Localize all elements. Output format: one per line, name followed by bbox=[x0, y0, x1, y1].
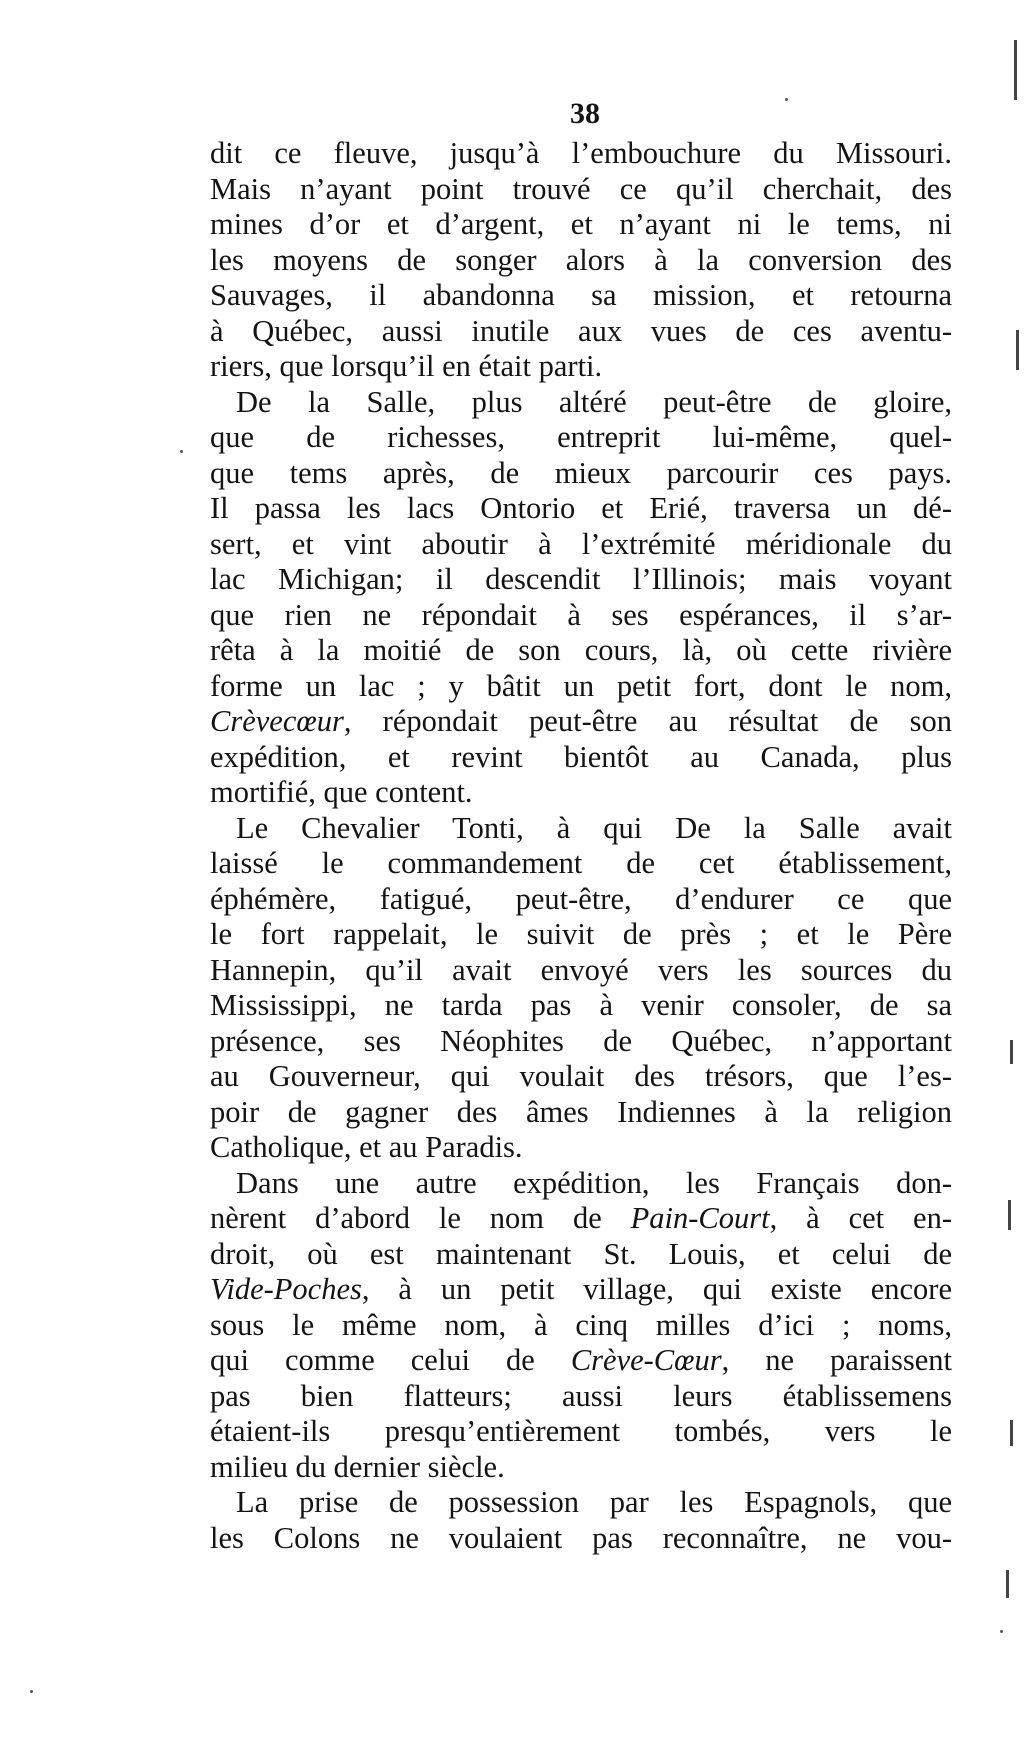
scan-edge-mark bbox=[1006, 1570, 1009, 1598]
text-line bbox=[210, 349, 952, 385]
text-segment: expédition, et revint bientôt au Canada, plus bbox=[210, 739, 952, 774]
text-line bbox=[210, 669, 952, 705]
text-line bbox=[210, 1379, 952, 1415]
page-number: 38 bbox=[570, 97, 600, 130]
text-segment: que rien ne répondait à ses espérances, il s’ar- bbox=[210, 597, 952, 632]
text-segment: Mais n’ayant point trouvé ce qu’il cherchait, des bbox=[210, 171, 952, 206]
text-line bbox=[210, 491, 952, 527]
text-line bbox=[210, 633, 952, 669]
text-segment: mortifié, que content. bbox=[210, 775, 473, 809]
scan-speck bbox=[30, 1690, 33, 1693]
text-line bbox=[210, 1095, 952, 1131]
text-line bbox=[210, 1485, 952, 1521]
text-segment: De la Salle, plus altéré peut-être de gloire, bbox=[236, 384, 952, 419]
text-line bbox=[210, 385, 952, 421]
text-segment: présence, ses Néophites de Québec, n’apportant bbox=[210, 1023, 952, 1058]
italic-text: Crèvecœur bbox=[210, 704, 344, 738]
text-line bbox=[210, 1272, 952, 1308]
text-segment: droit, où est maintenant St. Louis, et celui de bbox=[210, 1236, 952, 1271]
text-line bbox=[210, 1343, 952, 1379]
text-segment: , à cet en- bbox=[769, 1201, 952, 1235]
text-segment: Le Chevalier Tonti, à qui De la Salle avait bbox=[236, 810, 952, 845]
text-segment: forme un lac ; y bâtit un petit fort, dont le nom, bbox=[210, 668, 952, 703]
text-segment: , répondait peut-être au résultat de son bbox=[343, 704, 952, 738]
text-segment: , à un petit village, qui existe encore bbox=[361, 1272, 952, 1306]
text-line bbox=[210, 420, 952, 456]
text-line bbox=[210, 882, 952, 918]
text-segment: , ne paraissent bbox=[721, 1343, 952, 1377]
text-line bbox=[210, 172, 952, 208]
text-segment: au Gouverneur, qui voulait des trésors, que l’es- bbox=[210, 1059, 952, 1093]
text-segment: pas bien flatteurs; aussi leurs établissemens bbox=[210, 1378, 952, 1413]
text-line bbox=[210, 704, 952, 740]
text-segment: que tems après, de mieux parcourir ces pays. bbox=[210, 455, 952, 490]
text-segment: Dans une autre expédition, les Français don- bbox=[236, 1165, 952, 1200]
text-segment: étaient-ils presqu’entièrement tombés, vers le bbox=[210, 1414, 952, 1448]
text-segment: mines d’or et d’argent, et n’ayant ni le tems, ni bbox=[210, 207, 952, 241]
text-segment: Sauvages, il abandonna sa mission, et retourna bbox=[210, 278, 952, 312]
text-line bbox=[210, 917, 952, 953]
text-line bbox=[210, 988, 952, 1024]
text-line bbox=[210, 1414, 952, 1450]
text-line bbox=[210, 1201, 952, 1237]
text-line bbox=[210, 846, 952, 882]
text-segment: Il passa les lacs Ontorio et Erié, traversa un dé- bbox=[210, 491, 952, 525]
text-line bbox=[210, 278, 952, 314]
text-segment: éphémère, fatigué, peut-être, d’endurer ce que bbox=[210, 881, 952, 916]
text-line bbox=[210, 1308, 952, 1344]
text-segment: nèrent d’abord le nom de bbox=[210, 1201, 631, 1235]
text-segment: Catholique, et au Paradis. bbox=[210, 1130, 523, 1164]
text-line bbox=[210, 136, 952, 172]
text-segment: qui comme celui de bbox=[210, 1343, 571, 1377]
text-segment: les Colons ne voulaient pas reconnaître, ne vou- bbox=[210, 1520, 952, 1555]
text-segment: Hannepin, qu’il avait envoyé vers les sources du bbox=[210, 952, 952, 987]
text-segment: dit ce fleuve, jusqu’à l’embouchure du Missouri. bbox=[210, 136, 952, 170]
text-line bbox=[210, 243, 952, 279]
text-line bbox=[210, 1130, 952, 1166]
text-segment: riers, que lorsqu’il en était parti. bbox=[210, 349, 603, 383]
text-line bbox=[210, 1024, 952, 1060]
italic-text: Pain-Court bbox=[630, 1201, 770, 1235]
text-line bbox=[210, 1059, 952, 1095]
text-segment: La prise de possession par les Espagnols, que bbox=[236, 1485, 952, 1519]
text-line bbox=[210, 953, 952, 989]
text-segment: le fort rappelait, le suivit de près ; et le Père bbox=[210, 917, 952, 951]
text-segment: que de richesses, entreprit lui-même, quel- bbox=[210, 420, 952, 454]
text-line bbox=[210, 562, 952, 598]
scan-speck bbox=[1000, 1630, 1003, 1633]
text-line bbox=[210, 811, 952, 847]
text-line bbox=[210, 775, 952, 811]
text-line bbox=[210, 207, 952, 243]
text-line bbox=[210, 1450, 952, 1486]
text-segment: sous le même nom, à cinq milles d’ici ; noms, bbox=[210, 1307, 952, 1342]
text-segment: sert, et vint aboutir à l’extrémité méridionale du bbox=[210, 526, 952, 561]
text-segment: milieu du dernier siècle. bbox=[210, 1449, 505, 1484]
text-segment: Mississippi, ne tarda pas à venir consoler, de sa bbox=[210, 988, 952, 1022]
text-segment: laissé le commandement de cet établissement, bbox=[210, 846, 952, 880]
text-line bbox=[210, 598, 952, 634]
text-segment: rêta à la moitié de son cours, là, où cette rivière bbox=[210, 633, 952, 667]
text-line bbox=[210, 527, 952, 563]
scan-speck bbox=[180, 450, 183, 453]
text-segment: à Québec, aussi inutile aux vues de ces aventu- bbox=[210, 313, 952, 348]
scan-speck bbox=[785, 98, 788, 101]
text-line bbox=[210, 1237, 952, 1273]
scan-edge-mark bbox=[1010, 1040, 1013, 1064]
text-line bbox=[210, 314, 952, 350]
text-line bbox=[210, 740, 952, 776]
scan-edge-mark bbox=[1008, 1200, 1011, 1230]
body-text bbox=[210, 136, 952, 1556]
text-segment: lac Michigan; il descendit l’Illinois; mais voyant bbox=[210, 562, 952, 596]
text-line bbox=[210, 1521, 952, 1557]
italic-text: Crève-Cœur bbox=[570, 1343, 722, 1377]
scan-edge-mark bbox=[1016, 330, 1019, 370]
text-segment: poir de gagner des âmes Indiennes à la religion bbox=[210, 1094, 952, 1129]
text-line bbox=[210, 1166, 952, 1202]
scan-edge-mark bbox=[1010, 1420, 1013, 1446]
italic-text: Vide-Poches bbox=[210, 1272, 362, 1306]
text-line bbox=[210, 456, 952, 492]
scan-edge-mark bbox=[1014, 40, 1017, 100]
text-segment: les moyens de songer alors à la conversion des bbox=[210, 242, 952, 277]
